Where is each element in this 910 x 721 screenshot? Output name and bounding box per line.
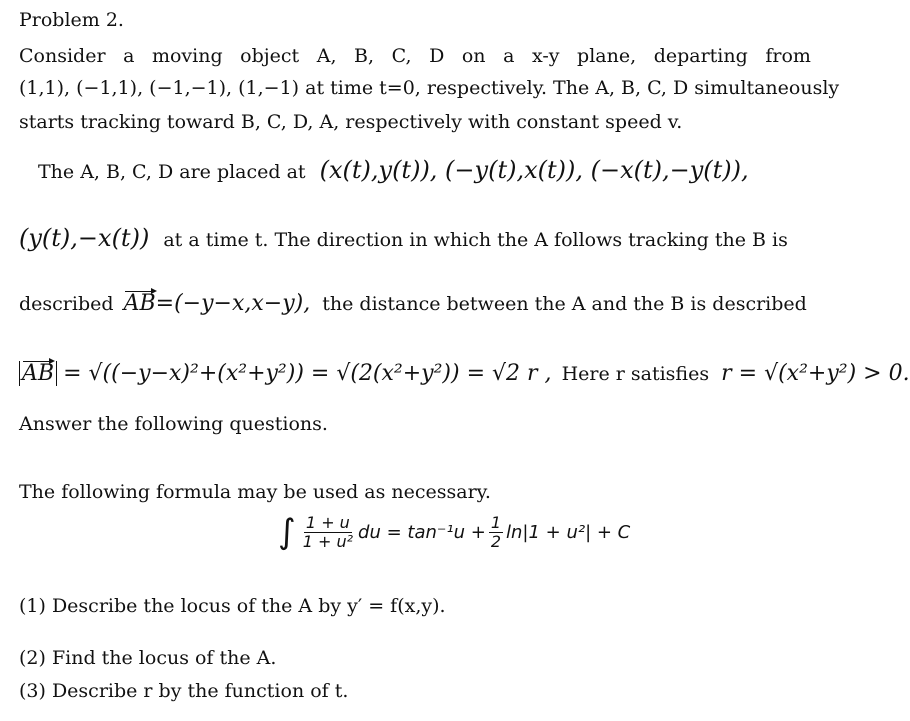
word: moving (151, 45, 223, 67)
integrand-fraction (301, 514, 355, 551)
half-numerator: 1 (490, 512, 502, 532)
described-word: described (19, 293, 114, 315)
positions-math: (x(t),y(t)), (−y(t),x(t)), (−x(t),−y(t)), (319, 156, 749, 184)
para1-line1 (19, 44, 811, 68)
para2-line4 (19, 362, 910, 386)
word: Consider (19, 45, 106, 67)
word: plane, (577, 45, 637, 67)
formula-intro: The following formula may be used as necessary. (19, 481, 491, 503)
half-denominator: 2 (490, 531, 502, 551)
para1-line3: starts tracking toward B, C, D, A, respectively with constant speed v. (19, 111, 683, 133)
question-3: (3) Describe r by the function of t. (19, 680, 349, 702)
para2-line1-text: The A, B, C, D are placed at (38, 161, 306, 183)
word: a (123, 45, 135, 67)
fraction-denominator: 1 + u² (302, 531, 354, 551)
word: B, (354, 45, 375, 67)
word: x-y (531, 45, 560, 67)
formula-tail: ln|1 + u²| + C (506, 521, 631, 543)
para2-line2 (19, 226, 788, 252)
integral-sign: ∫ (278, 512, 296, 552)
question-1: (1) Describe the locus of the A by y′ = f(x,y). (19, 595, 446, 617)
distance-abs (19, 361, 57, 386)
word: on (461, 45, 486, 67)
here-r-text: Here r satisfies (561, 363, 710, 385)
word: from (765, 45, 811, 67)
distance-equation: = √((−y−x)²+(x²+y²)) = √(2(x²+y²)) = √2 r , (63, 361, 552, 386)
para2-line3-text: the distance between the A and the B is described (322, 293, 807, 315)
word: object (240, 45, 300, 67)
vector-ab-value: =(−y−x,x−y), (155, 291, 311, 316)
word: departing (653, 45, 748, 67)
word: a (503, 45, 515, 67)
word: A, (316, 45, 337, 67)
answer-prompt: Answer the following questions. (19, 413, 328, 435)
formula-middle: du = tan⁻¹u + (358, 521, 486, 543)
r-definition: r = √(x²+y²) > 0. (721, 361, 910, 386)
integral-formula (278, 512, 630, 552)
para2-line2-text: at a time t. The direction in which the A follows tracking the B is (163, 229, 788, 251)
vector-ab-abs: AB (22, 361, 55, 386)
word: D (429, 45, 445, 67)
fraction-numerator: 1 + u (305, 512, 350, 532)
problem-title: Problem 2. (19, 9, 124, 31)
para2-line3 (19, 292, 807, 316)
position-d-math: (y(t),−x(t)) (19, 224, 150, 252)
question-2: (2) Find the locus of the A. (19, 647, 277, 669)
para1-line2: (1,1), (−1,1), (−1,−1), (1,−1) at time t=0, respectively. The A, B, C, D simultaneously (19, 77, 840, 99)
para2-line1 (38, 158, 749, 184)
word: C, (391, 45, 412, 67)
vector-ab: AB (123, 291, 156, 316)
half-fraction (489, 514, 503, 551)
